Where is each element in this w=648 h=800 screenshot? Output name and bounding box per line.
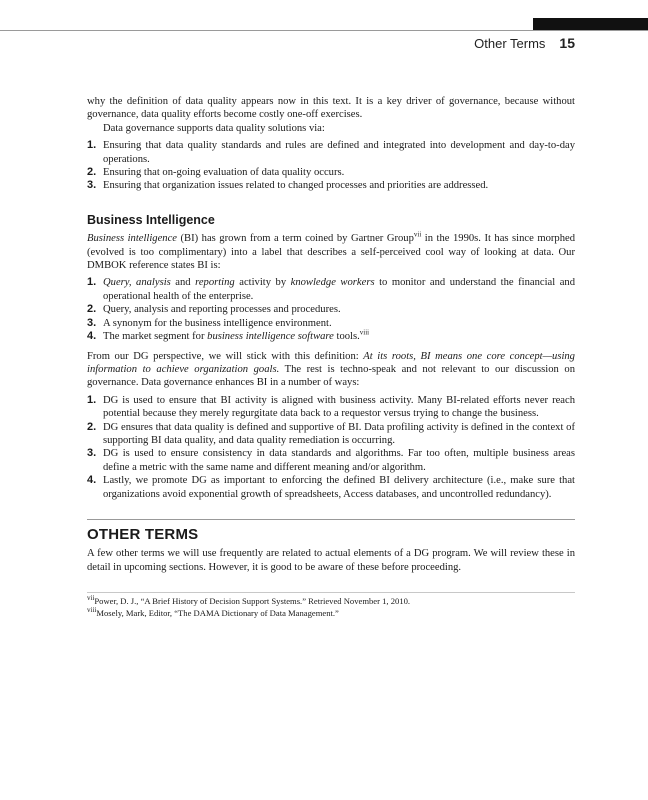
paragraph: From our DG perspective, we will stick with this definition: At its roots, BI means one core concept—using information to achieve organization goals. The rest is techno-speak and not relevant to our discussion on governance. Data governance enhances BI in a number of ways: <box>87 350 575 389</box>
section-heading: Business Intelligence <box>87 212 215 227</box>
list-item: 3. Ensuring that organization issues related to changed processes and priorities are addressed. <box>87 179 489 192</box>
paragraph: A few other terms we will use frequently are related to actual elements of a DG program. We will review these in detail in upcoming sections. However, it is good to be aware of these before proceeding. <box>87 548 575 573</box>
page-number: 15 <box>559 35 575 51</box>
list-item: 1. DG is used to ensure that BI activity is aligned with business activity. Many BI-related efforts never reach potential because they merely regurgitate data back to a requestor versus trying to change the business. <box>87 393 575 420</box>
bi-definition-list <box>87 276 575 343</box>
dq-list <box>87 139 575 193</box>
header-rule <box>0 30 648 31</box>
list-item: 2. Query, analysis and reporting processes and procedures. <box>87 303 341 316</box>
footnote-ref[interactable]: vii <box>413 230 422 239</box>
list-item: 1. Ensuring that data quality standards and rules are defined and integrated into development and day-to-day operations. <box>87 139 575 165</box>
section-divider <box>87 519 575 520</box>
section-heading: OTHER TERMS <box>87 525 199 543</box>
page-body <box>87 95 575 619</box>
footnote: $^{vii}$Power, D. J., “A Brief History of Decision Support Systems.” Retrieved November 1, 2010. <box>87 594 411 607</box>
list-item: 4. Lastly, we promote DG as important to enforcing the defined BI delivery architecture (i.e., make sure that organizations avoid exponential growth of spreadsheets, Access databases, and uncontrolled redundancy). <box>87 474 575 500</box>
paragraph: Business intelligence (BI) has grown from a term coined by Gartner Group$^{vii}$ in the 1990s. It has since morphed (evolved is too complimentary) into a label that describes a self-perceived cool way of looking at data. Our DMBOK reference states BI is: <box>87 230 575 272</box>
paragraph: Data governance supports data quality solutions via: <box>103 122 325 134</box>
list-item: 2. Ensuring that on-going evaluation of data quality occurs. <box>87 166 345 179</box>
list-item: 1. Query, analysis and reporting activity by knowledge workers to monitor and understand the financial and operational health of the enterprise. <box>87 276 575 302</box>
footnote-rule <box>87 592 575 593</box>
paragraph: why the definition of data quality appears now in this text. It is a key driver of governance, because without governance, data quality efforts become costly one-off exercises. <box>87 96 575 121</box>
list-item: 3. DG is used to ensure consistency in data standards and algorithms. Far too often, multiple business areas define a metric with the same name and different meaning and/or algorithm. <box>87 447 575 473</box>
list-item: 4. The market segment for business intelligence software tools.$^{viii}$ <box>87 328 370 343</box>
list-item: 2. DG ensures that data quality is defined and supportive of BI. Data profiling activity is defined in the context of supporting BI data quality, and data quality remediation is occurring. <box>87 420 575 446</box>
header-bar <box>533 18 648 30</box>
section-title: Other Terms <box>474 36 546 51</box>
running-header <box>474 35 575 51</box>
footnote: $^{viii}$Mosely, Mark, Editor, “The DAMA Dictionary of Data Management.” <box>87 605 339 618</box>
footnote-ref[interactable]: viii <box>359 328 370 337</box>
footnotes <box>87 596 575 619</box>
bi-ways-list <box>87 394 575 501</box>
list-item: 3. A synonym for the business intelligence environment. <box>87 316 332 329</box>
